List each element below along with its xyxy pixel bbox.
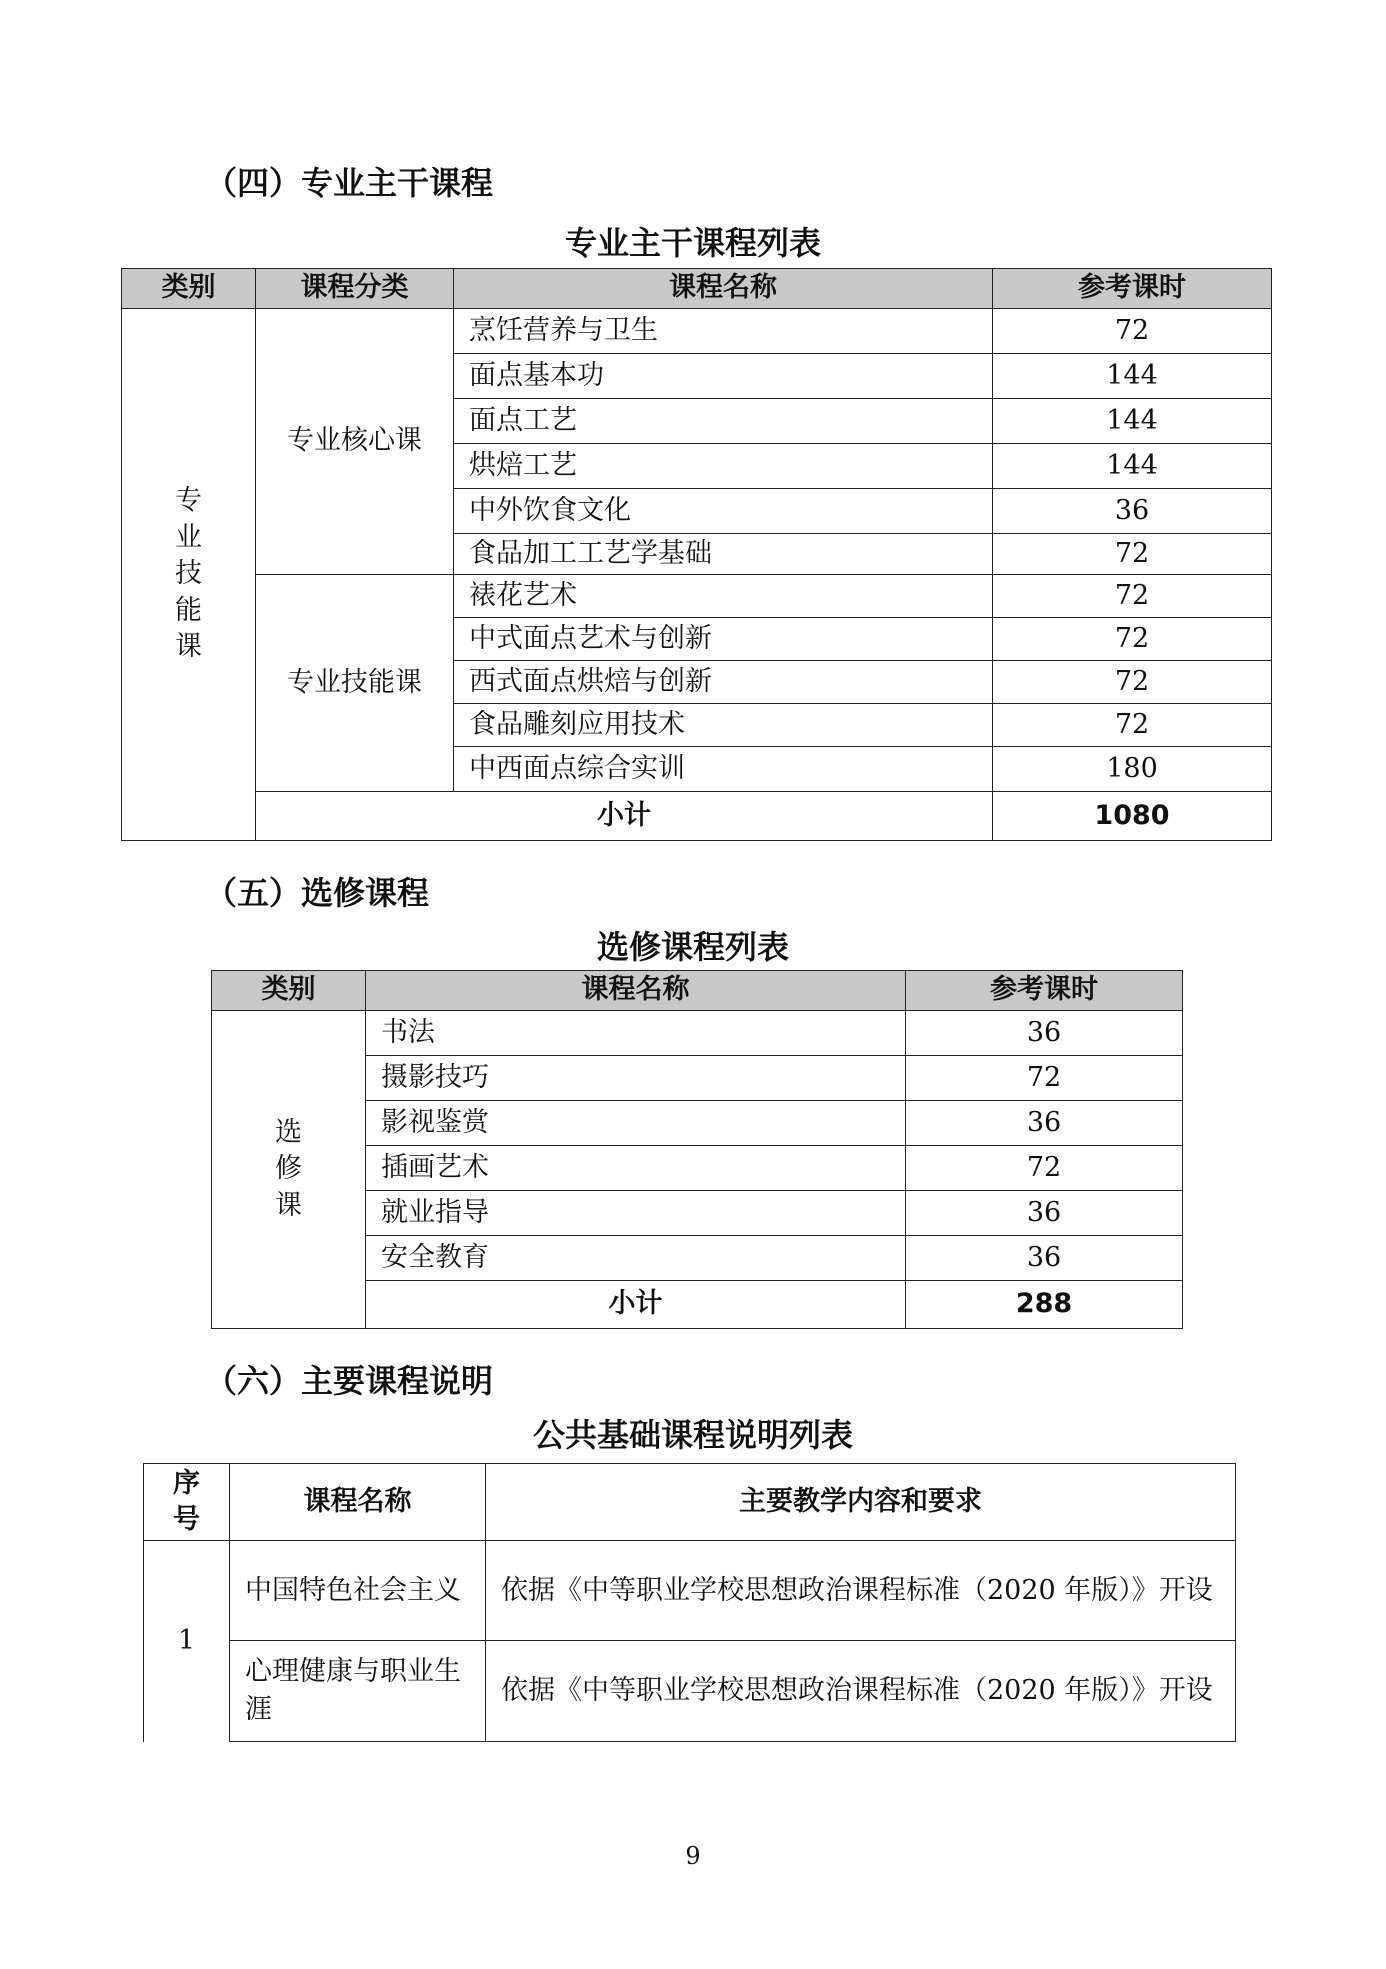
course-name: 心理健康与职业生涯 xyxy=(230,1641,486,1742)
header-hours: 参考课时 xyxy=(906,971,1183,1011)
header-course-name: 课程名称 xyxy=(366,971,906,1011)
course-name: 西式面点烘焙与创新 xyxy=(454,661,993,704)
course-hours: 36 xyxy=(906,1236,1183,1281)
course-name: 面点基本功 xyxy=(454,354,993,399)
subtotal-label: 小计 xyxy=(256,792,993,841)
course-hours: 180 xyxy=(993,747,1272,792)
course-name: 安全教育 xyxy=(366,1236,906,1281)
course-name: 烹饪营养与卫生 xyxy=(454,309,993,354)
course-description: 依据《中等职业学校思想政治课程标准（2020 年版）》开设 xyxy=(486,1541,1236,1641)
page-number: 9 xyxy=(685,1842,701,1870)
public-courses-table xyxy=(143,1463,1236,1742)
header-category: 类别 xyxy=(122,269,256,309)
category-cell xyxy=(122,309,256,841)
course-name: 插画艺术 xyxy=(366,1146,906,1191)
course-hours: 36 xyxy=(993,489,1272,534)
course-name: 面点工艺 xyxy=(454,399,993,444)
course-name: 中式面点艺术与创新 xyxy=(454,618,993,661)
course-name: 裱花艺术 xyxy=(454,575,993,618)
header-no: 序号 xyxy=(144,1464,230,1541)
course-hours: 36 xyxy=(906,1011,1183,1056)
category-cell xyxy=(212,1011,366,1329)
group-name: 专业核心课 xyxy=(256,309,454,575)
header-course-name: 课程名称 xyxy=(230,1464,486,1541)
header-course-name: 课程名称 xyxy=(454,269,993,309)
course-hours: 72 xyxy=(993,661,1272,704)
category-label: 选修课 xyxy=(274,1116,302,1221)
subtotal-label: 小计 xyxy=(366,1281,906,1329)
course-name: 影视鉴赏 xyxy=(366,1101,906,1146)
course-name: 中国特色社会主义 xyxy=(230,1541,486,1641)
subtotal-value: 1080 xyxy=(993,792,1272,841)
course-hours: 72 xyxy=(906,1146,1183,1191)
course-name: 就业指导 xyxy=(366,1191,906,1236)
public-table-caption: 公共基础课程说明列表 xyxy=(532,1416,853,1454)
subtotal-value: 288 xyxy=(906,1281,1183,1329)
course-name: 中西面点综合实训 xyxy=(454,747,993,792)
header-category: 类别 xyxy=(212,971,366,1011)
course-hours: 72 xyxy=(993,575,1272,618)
header-hours: 参考课时 xyxy=(993,269,1272,309)
course-name: 中外饮食文化 xyxy=(454,489,993,534)
section-heading-5: （五）选修课程 xyxy=(205,874,430,912)
main-courses-table xyxy=(121,268,1272,841)
elective-table-caption: 选修课程列表 xyxy=(596,928,789,966)
section-heading-6: （六）主要课程说明 xyxy=(205,1362,494,1400)
main-table-caption: 专业主干课程列表 xyxy=(564,224,821,262)
course-hours: 36 xyxy=(906,1101,1183,1146)
row-number: 1 xyxy=(144,1541,230,1742)
header-content: 主要教学内容和要求 xyxy=(486,1464,1236,1541)
group-name: 专业技能课 xyxy=(256,575,454,792)
course-name: 食品加工工艺学基础 xyxy=(454,534,993,575)
course-name: 摄影技巧 xyxy=(366,1056,906,1101)
category-label: 专业技能课 xyxy=(174,485,202,663)
course-hours: 144 xyxy=(993,399,1272,444)
course-hours: 72 xyxy=(993,309,1272,354)
course-description: 依据《中等职业学校思想政治课程标准（2020 年版）》开设 xyxy=(486,1641,1236,1742)
course-hours: 36 xyxy=(906,1191,1183,1236)
course-name: 食品雕刻应用技术 xyxy=(454,704,993,747)
course-hours: 72 xyxy=(993,618,1272,661)
section-heading-4: （四）专业主干课程 xyxy=(205,164,494,202)
course-hours: 72 xyxy=(906,1056,1183,1101)
elective-courses-table xyxy=(211,970,1183,1329)
course-hours: 72 xyxy=(993,704,1272,747)
header-course-type: 课程分类 xyxy=(256,269,454,309)
course-name: 书法 xyxy=(366,1011,906,1056)
course-hours: 144 xyxy=(993,354,1272,399)
course-hours: 144 xyxy=(993,444,1272,489)
course-name: 烘焙工艺 xyxy=(454,444,993,489)
course-hours: 72 xyxy=(993,534,1272,575)
